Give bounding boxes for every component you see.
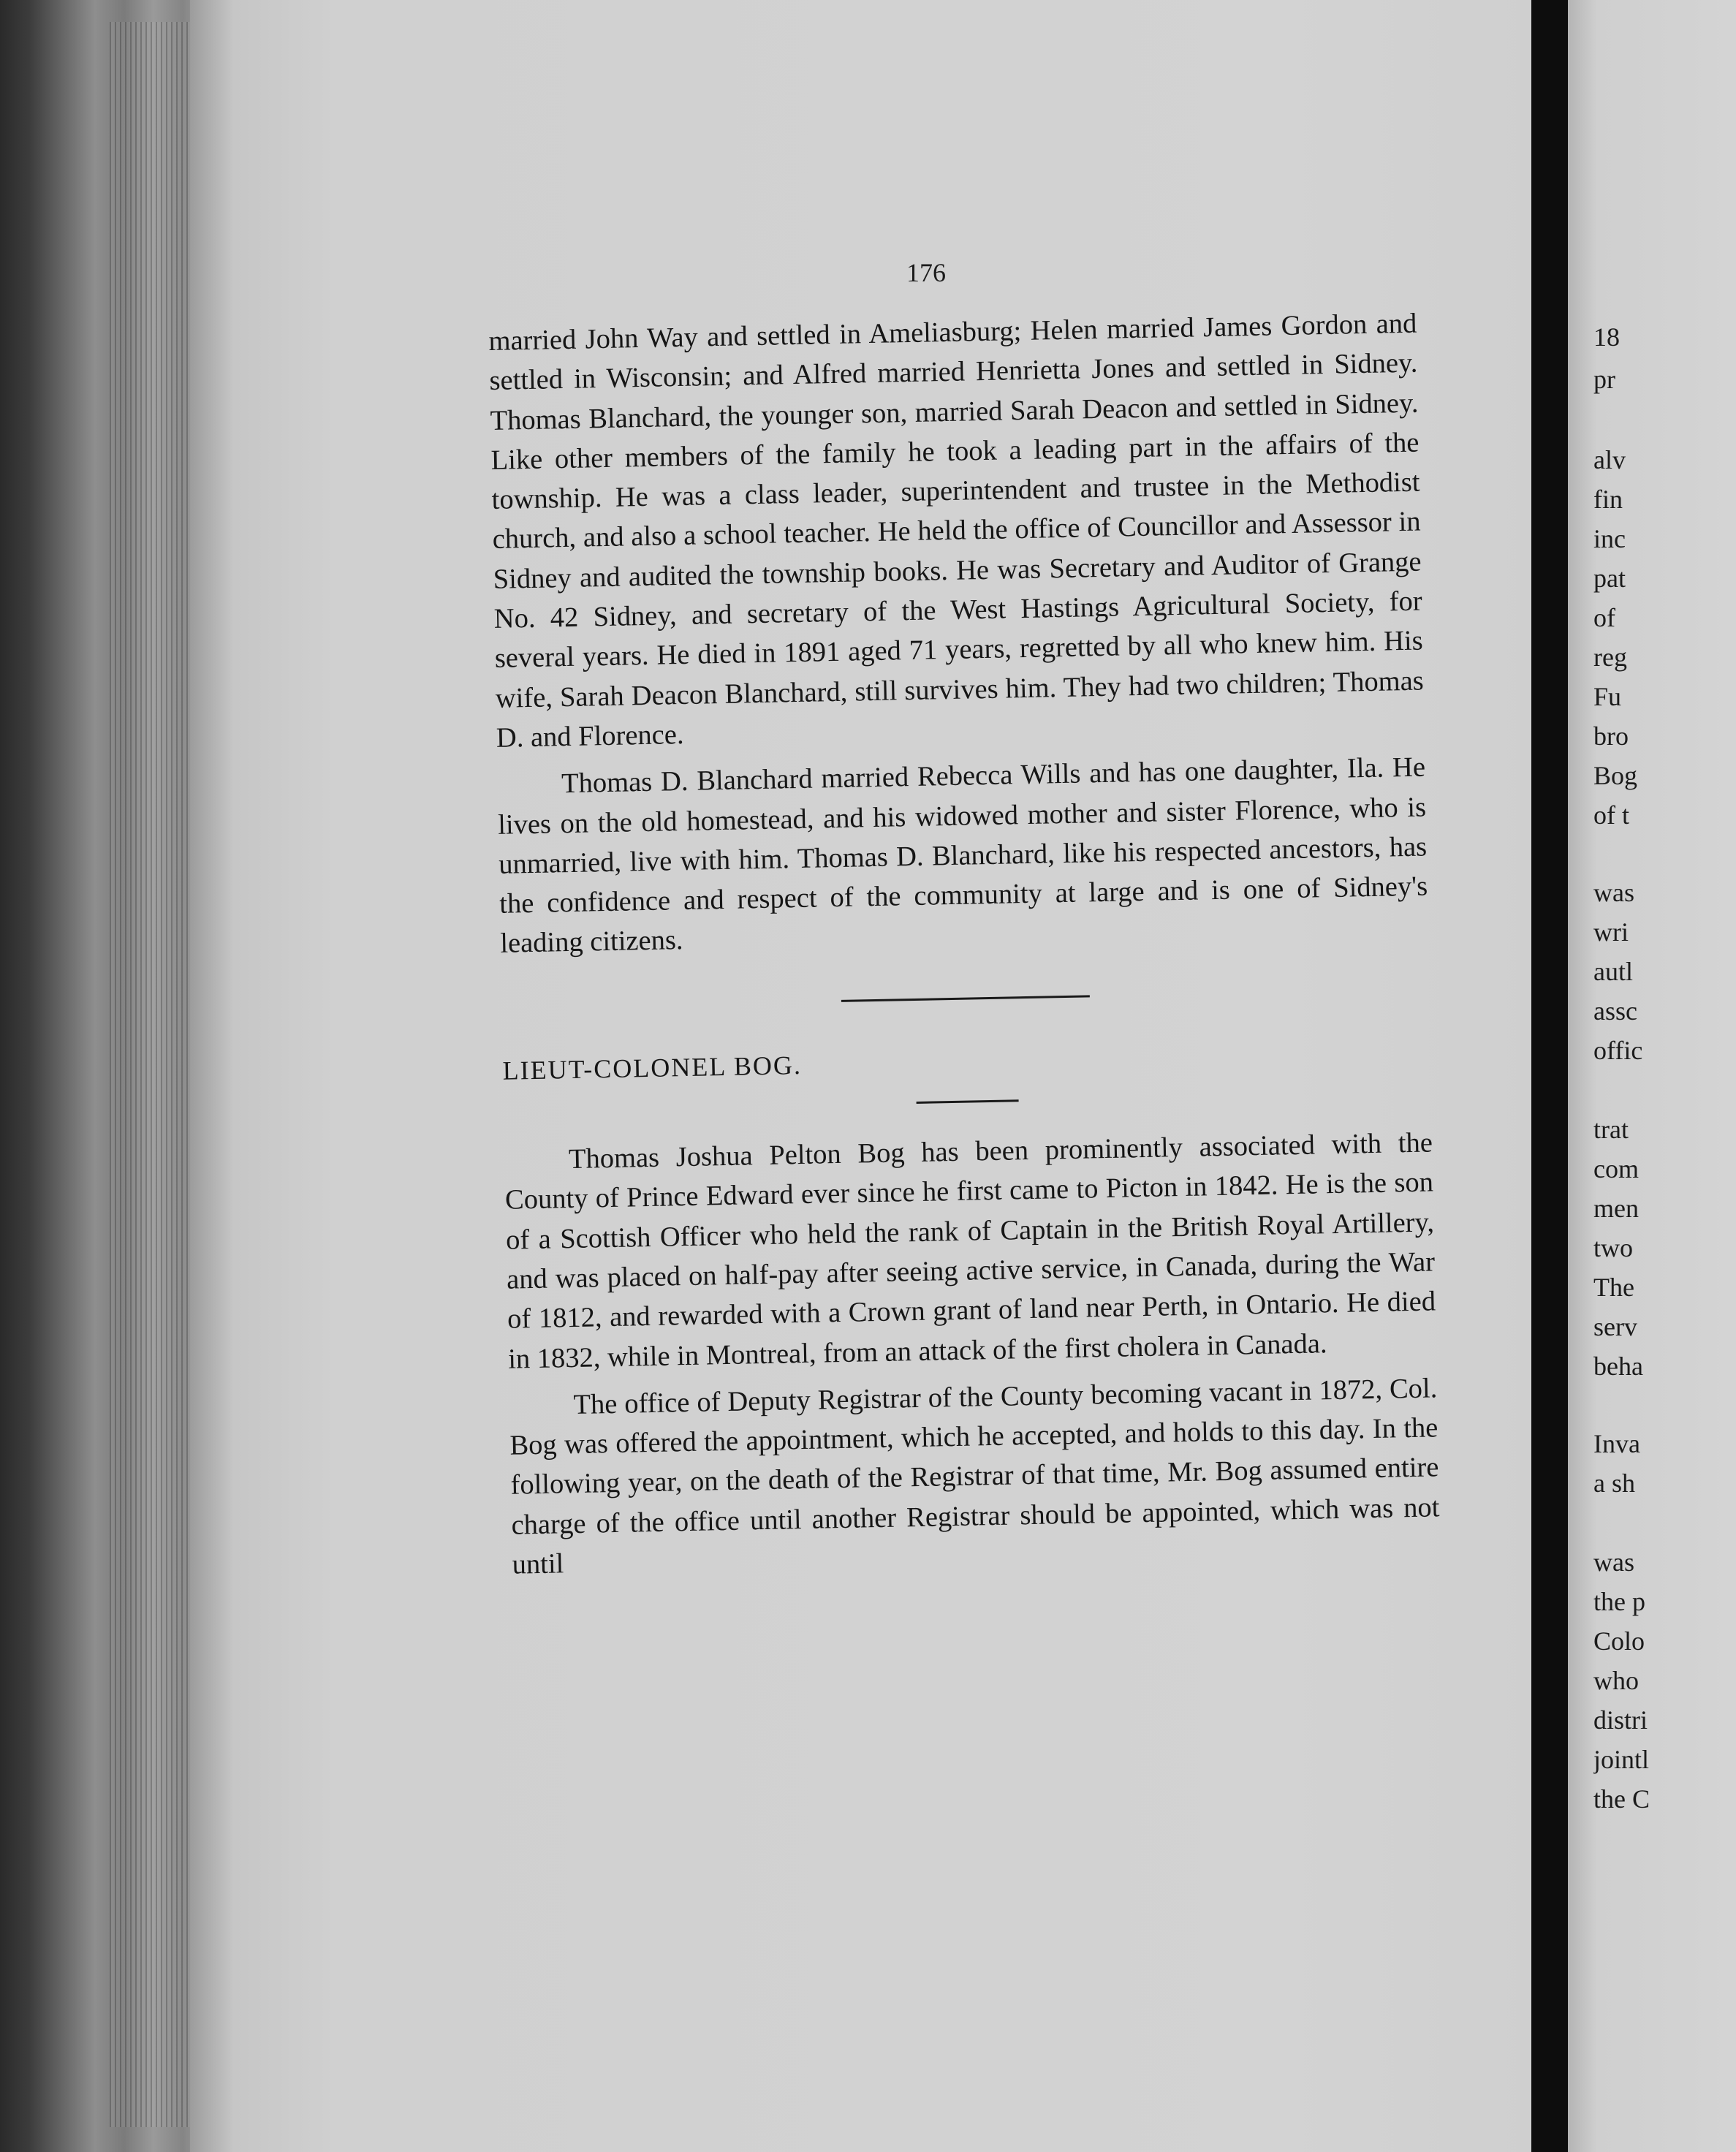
right-fragment: a sh: [1593, 1469, 1635, 1498]
right-fragment: assc: [1593, 996, 1637, 1026]
right-fragment: jointl: [1593, 1745, 1650, 1774]
paragraph: Thomas Joshua Pelton Bog has been prominently associated with the County of Prince Edward ever since he first came to Picton in 1842. He is the son of a Scottish Officer who held the rank of Captain in the British Royal Artillery, and was placed on half-pay after seeing active service, in Canada, during the War of 1812, and rewarded with a Crown grant of land near Perth, in Ontario. He died in 1832, while in Montreal, from an attack of the first cholera in Canada.: [504, 1127, 1436, 1375]
right-fragment: reg: [1593, 643, 1627, 672]
right-fragment: Fu: [1593, 682, 1622, 711]
right-fragment: the C: [1593, 1784, 1650, 1814]
right-fragment: distri: [1593, 1705, 1648, 1735]
right-fragment: was: [1593, 1547, 1634, 1577]
right-fragment: men: [1593, 1194, 1639, 1223]
paragraph: The office of Deputy Registrar of the County becoming vacant in 1872, Col. Bog was offered the appointment, which he accepted, and holds to this day. In the following year, on the death of the Registrar of that time, Mr. Bog assumed entire charge of the office until another Registrar should be appointed, which was not until: [509, 1373, 1440, 1580]
right-fragment: inc: [1593, 524, 1626, 553]
right-fragment: trat: [1593, 1115, 1629, 1144]
right-fragment: offic: [1593, 1036, 1643, 1065]
right-fragment: beha: [1593, 1352, 1643, 1381]
right-fragment: alv: [1593, 445, 1626, 474]
right-fragment: bro: [1593, 721, 1629, 751]
right-fragment: Colo: [1593, 1626, 1645, 1656]
right-fragment: the p: [1593, 1587, 1645, 1616]
right-fragment: two: [1593, 1233, 1633, 1262]
section-title: LIEUT-COLONEL BOG.: [502, 1050, 803, 1086]
page-text: [488, 304, 1441, 1585]
right-fragment: wri: [1593, 917, 1629, 947]
right-fragment: of t: [1593, 800, 1629, 830]
right-fragment: autl: [1593, 957, 1633, 986]
right-fragment: pr: [1593, 365, 1615, 394]
right-fragment: was: [1593, 878, 1634, 907]
book-gutter: [1531, 0, 1568, 2152]
right-fragment: of: [1593, 603, 1615, 632]
right-fragment: who: [1593, 1666, 1639, 1695]
right-fragment: 18: [1593, 322, 1620, 352]
right-fragment: com: [1593, 1154, 1639, 1183]
right-page-text-fragments: [1593, 0, 1736, 2152]
right-fragment: Inva: [1593, 1429, 1640, 1458]
right-fragment: pat: [1593, 564, 1626, 593]
paragraph: married John Way and settled in Ameliasburg; Helen married James Gordon and settled in Wisconsin; and Alfred married Henrietta Jones and settled in Sidney. Thomas Blanchard, the younger son, married Sarah Deacon and settled in Sidney. Like other members of the family he took a leading part in the affairs of the township. He was a class leader, superintendent and trustee in the Methodist church, and also a school teacher. He held the office of Councillor and Assessor in Sidney and audited the township books. He was Secretary and Auditor of Grange No. 42 Sidney, and secretary of the West Hastings Agricultural Society, for several years. He died in 1891 aged 71 years, regretted by all who knew him. His wife, Sarah Deacon Blanchard, still survives him. They had two children; Thomas D. and Florence.: [488, 308, 1425, 754]
right-fragment: Bog: [1593, 761, 1638, 790]
right-fragment: serv: [1593, 1312, 1637, 1341]
page-number: 176: [906, 258, 946, 287]
paragraph: Thomas D. Blanchard married Rebecca Wills and has one daughter, Ila. He lives on the old homestead, and his widowed mother and sister Florence, who is unmarried, live with him. Thomas D. Blanchard, like his respected ancestors, has the confidence and respect of the community at large and is one of Sidney's leading citizens.: [497, 751, 1428, 960]
right-fragment: The: [1593, 1273, 1634, 1302]
right-fragment: fin: [1593, 485, 1623, 514]
book-page-stack: [0, 0, 212, 2152]
